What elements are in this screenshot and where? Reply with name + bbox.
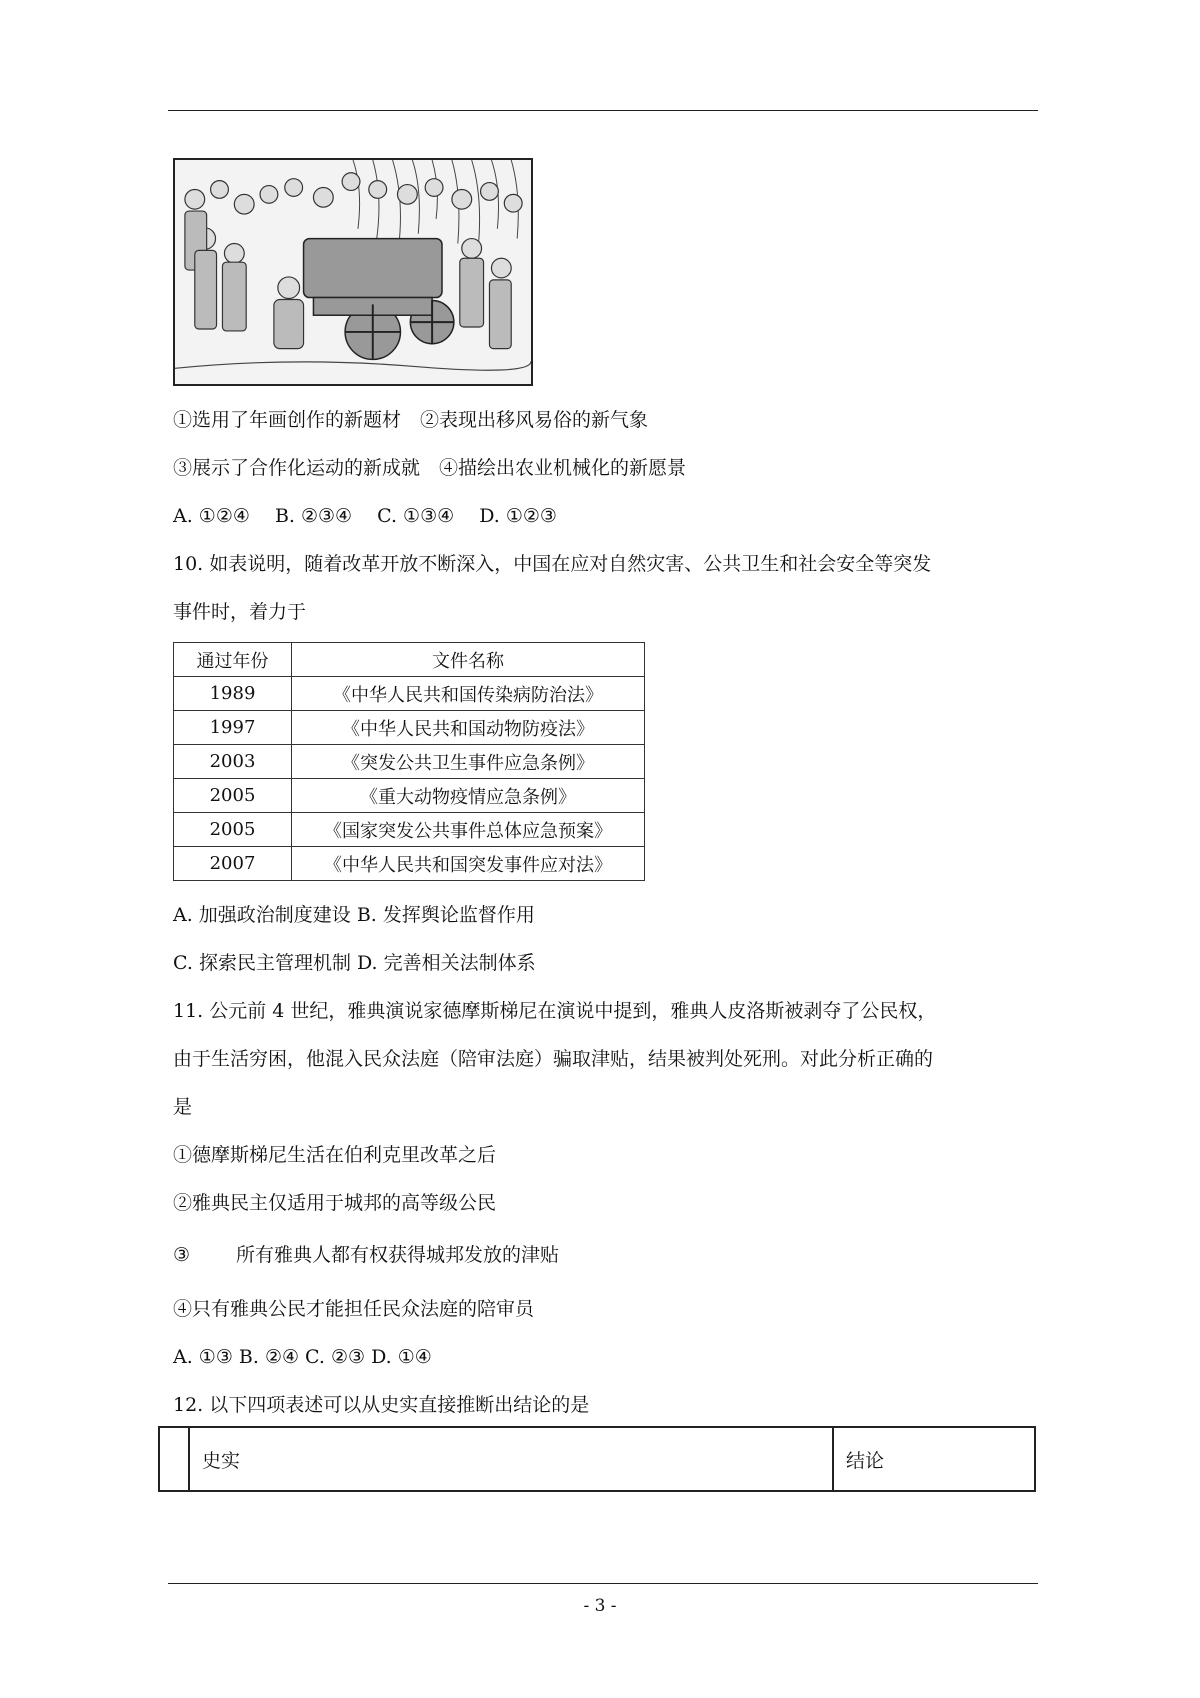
page-number: - 3 - [583, 1596, 617, 1616]
q11-stem-line-2: 由于生活穷困，他混入民众法庭（陪审法庭）骗取津贴，结果被判处死刑。对此分析正确的 [173, 1048, 934, 1070]
cell-year: 1997 [174, 711, 292, 745]
column-header-index [159, 1427, 189, 1491]
cell-year: 1989 [174, 677, 292, 711]
q10-choices-line-1: A. 加强政治制度建设 B. 发挥舆论监督作用 [173, 904, 535, 926]
q10-choices-line-2: C. 探索民主管理机制 D. 完善相关法制体系 [173, 952, 536, 974]
q9-options-line-2: ③展示了合作化运动的新成就 ④描绘出农业机械化的新愿景 [173, 457, 687, 479]
q12-facts-table [158, 1426, 1036, 1492]
q9-options-line-1: ①选用了年画创作的新题材 ②表现出移风易俗的新气象 [173, 409, 649, 431]
cell-document: 《重大动物疫情应急条例》 [292, 779, 645, 813]
table-row [174, 813, 645, 847]
q10-stem-line-2: 事件时，着力于 [173, 601, 307, 623]
table-row [174, 745, 645, 779]
column-header-document: 文件名称 [292, 643, 645, 677]
column-header-year: 通过年份 [174, 643, 292, 677]
q11-statement-3-number: ③ [173, 1244, 191, 1266]
header-rule [168, 110, 1038, 111]
new-year-painting-illustration [173, 158, 533, 386]
q10-stem-line-1: 10. 如表说明，随着改革开放不断深入，中国在应对自然灾害、公共卫生和社会安全等突发 [173, 553, 932, 575]
footer-rule [168, 1583, 1038, 1584]
column-header-historical-fact: 史实 [189, 1427, 833, 1491]
cell-year: 2007 [174, 847, 292, 881]
q11-statement-1: ①德摩斯梯尼生活在伯利克里改革之后 [173, 1144, 497, 1166]
cell-year: 2005 [174, 813, 292, 847]
table-header-row [159, 1427, 1035, 1491]
table-row [174, 847, 645, 881]
cell-document: 《突发公共卫生事件应急条例》 [292, 745, 645, 779]
table-row [174, 711, 645, 745]
table-row [174, 779, 645, 813]
q11-statement-2: ②雅典民主仅适用于城邦的高等级公民 [173, 1192, 497, 1214]
q12-stem: 12. 以下四项表述可以从史实直接推断出结论的是 [173, 1394, 590, 1416]
q9-answer-choices: A. ①②④ B. ②③④ C. ①③④ D. ①②③ [173, 505, 557, 527]
q10-laws-table [173, 642, 645, 881]
cell-year: 2005 [174, 779, 292, 813]
table-header-row [174, 643, 645, 677]
cell-document: 《国家突发公共事件总体应急预案》 [292, 813, 645, 847]
cell-document: 《中华人民共和国传染病防治法》 [292, 677, 645, 711]
cell-year: 2003 [174, 745, 292, 779]
q11-statement-4: ④只有雅典公民才能担任民众法庭的陪审员 [173, 1298, 535, 1320]
q11-stem-line-1: 11. 公元前 4 世纪，雅典演说家德摩斯梯尼在演说中提到，雅典人皮洛斯被剥夺了公民权， [173, 1000, 937, 1022]
cell-document: 《中华人民共和国突发事件应对法》 [292, 847, 645, 881]
cell-document: 《中华人民共和国动物防疫法》 [292, 711, 645, 745]
table-row [174, 677, 645, 711]
q11-stem-line-3: 是 [173, 1096, 193, 1118]
column-header-conclusion: 结论 [833, 1427, 1035, 1491]
q11-statement-3: 所有雅典人都有权获得城邦发放的津贴 [236, 1244, 560, 1266]
q11-answer-choices: A. ①③ B. ②④ C. ②③ D. ①④ [173, 1346, 432, 1368]
